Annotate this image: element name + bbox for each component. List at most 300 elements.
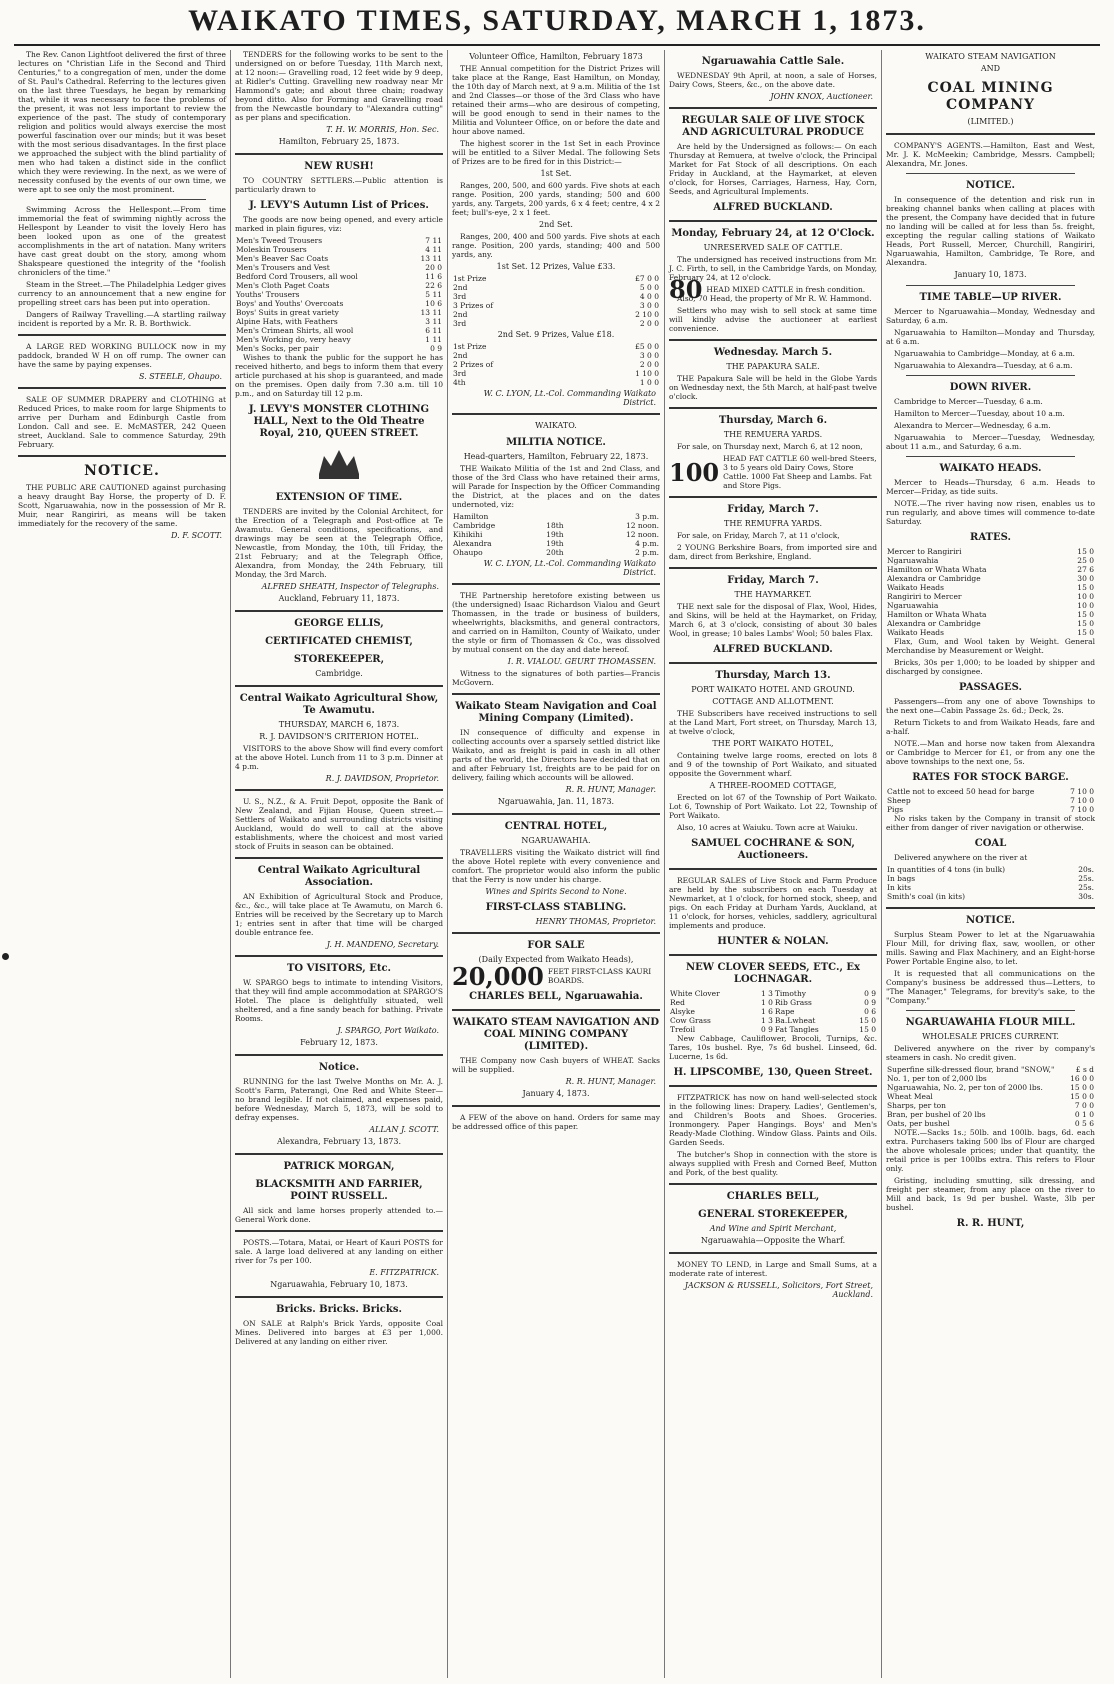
masthead — [0, 0, 1114, 44]
divider — [669, 954, 877, 956]
posts-signature: E. FITZPATRICK. — [369, 1268, 439, 1277]
divider — [452, 932, 660, 934]
notice-signature: D. F. SCOTT. — [171, 531, 222, 540]
coal-company-body: THE Company now Cash buyers of WHEAT. Sacks will be supplied. — [452, 1056, 660, 1074]
heads-body: Mercer to Heads—Thursday, 6 a.m. Heads to Mercer—Friday, as tide suits. — [886, 478, 1095, 496]
wednesday-heading: Wednesday. March 5. — [713, 347, 833, 358]
sacks-note: NOTE.—Sacks 1s.; 50lb. and 100lb. bags, 6d. each extra. Purchasers taking 500 lbs of Flour are charged the above wholesale prices; under that quantity, the retail price is per 100lbs extra. This refers to Flour only. — [886, 1128, 1095, 1173]
eighty-number: 80 — [669, 275, 703, 304]
table-cell: 1 10 0 — [635, 369, 659, 378]
table-cell: 4th — [453, 378, 466, 387]
divider — [669, 1252, 877, 1254]
table-cell: Sharps, per ton — [887, 1101, 947, 1110]
posts-ad: POSTS.—Totara, Matai, or Heart of Kauri POSTS for sale. A large load delivered at any landing on either river for 7s per 100. — [235, 1238, 443, 1265]
table-cell: Men's Beaver Sac Coats — [236, 254, 329, 263]
table-cell: In quantities of 4 tons (in bulk) — [887, 865, 1006, 874]
bell-subheading: GENERAL STOREKEEPER, — [698, 1209, 848, 1220]
table-cell: £5 0 0 — [635, 342, 659, 351]
divider — [235, 1054, 443, 1056]
table-row — [886, 592, 1095, 601]
steam-company-date: Ngaruawahia, Jan. 11, 1873. — [497, 797, 615, 806]
table-row — [886, 787, 1095, 796]
militia-subheading: Head-quarters, Hamilton, February 22, 1873. — [463, 452, 649, 461]
coal-company-signature: R. R. HUNT, Manager. — [565, 1077, 656, 1086]
table-cell: 1st Prize — [453, 342, 487, 351]
money-body: MONEY TO LEND, in Large and Small Sums, at a moderate rate of interest. — [669, 1260, 877, 1278]
table-row — [235, 317, 443, 326]
table-cell: 2 0 0 — [639, 319, 659, 328]
partnership-body: THE Partnership heretofore existing between us (the undersigned) Isaac Richardson Vialou and Geurt Thomassen, in the trade or business of builders, wheelwrights, blacksmiths, and general contractors, and carried on in Hamilton, County of Waikato, under the style or firm of Thomassen & Co., was dissolved by mutual consent on the day and date hereof. — [452, 591, 660, 654]
fitzpatrick-body: FITZPATRICK has now on hand well-selected stock in the following lines: Drapery. Ladies', Gentlemen's, and Children's Boots and Shoes. Groceries. Ironmongery. Paper Hangings. Boys' and Men's Ready-Made Clothing. Window Glass. Paints and Oils. Garden Seeds. — [669, 1093, 877, 1147]
divider — [235, 1296, 443, 1298]
table-row — [886, 1110, 1095, 1119]
divider — [669, 496, 877, 498]
forsale-number: 20,000 — [452, 961, 544, 991]
show-heading: Central Waikato Agricultural Show, Te Awamutu. — [239, 693, 439, 716]
table-cell: 2nd — [453, 351, 468, 360]
cattle-sale-heading: Ngaruawahia Cattle Sale. — [701, 56, 845, 67]
port-waikato-body: THE Subscribers have received instructions to sell at the Land Mart, Fort street, on Thursday, March 13, at twelve o'clock, — [669, 709, 877, 736]
table-cell: Men's Tweed Trousers — [236, 236, 323, 245]
clover-heading: NEW CLOVER SEEDS, ETC., Ex LOCHNAGAR. — [685, 962, 860, 985]
table-cell: 12 noon. — [625, 521, 659, 530]
table-cell: Rape — [774, 1007, 795, 1016]
militia-heading: MILITIA NOTICE. — [506, 437, 606, 448]
divider — [906, 1010, 1075, 1011]
remufra-heading: THE REMUFRA YARDS. — [724, 519, 822, 528]
divider — [669, 220, 877, 222]
table-cell: 3rd — [453, 292, 467, 301]
table-cell: 3rd — [453, 369, 467, 378]
table-cell: Alexandra or Cambridge — [887, 574, 981, 583]
tenders-ad: TENDERS for the following works to be sent to the undersigned on or before Tuesday, 11th March next, at 12 noon:— Gravelling road, 12 feet wide by 9 deep, at Ridler's Cutting. Gravelling new roadway near Mr Hammond's gate; and about three chain; roadway beyond ditto. Also for Forming and Gravelling road from the Newcastle boundary to "Alexandra cutting" as per plans and specification. — [235, 50, 443, 122]
table-cell: Timothy — [774, 989, 807, 998]
prizes2-table — [452, 342, 660, 387]
timetable-down — [886, 397, 1095, 451]
table-cell: Oats, per bushel — [887, 1119, 950, 1128]
table-cell: Wheat Meal — [887, 1092, 933, 1101]
bell-address: Ngaruawahia—Opposite the Wharf. — [700, 1236, 846, 1245]
return-note: Return Tickets to and from Waikato Heads, fare and a-half. — [886, 718, 1095, 736]
haymarket-body: THE next sale for the disposal of Flax, Wool, Hides, and Skins, will be held at the Haymarket, on Friday, March 6, at 3 o'clock, consisting of about 30 bales Wool, in grease; 10 bales Lambs' Wool; 50 bales Flax. — [669, 602, 877, 638]
prize-note: The highest scorer in the 1st Set in each Province will be entitled to a Silver Medal. The following Sets of Prizes are to be fired for in this District:— — [452, 139, 660, 166]
timetable-heading: TIME TABLE—UP RIVER. — [919, 292, 1062, 303]
levy-heading: J. LEVY'S Autumn List of Prices. — [249, 200, 429, 211]
thursday13-heading: Thursday, March 13. — [715, 670, 831, 681]
gristing-note: Gristing, including smutting, silk dressing, and freight per steamer, from any place on the river to Mill and back, 1s 9d per bushel. Waste, 3lb per bushel. — [886, 1176, 1095, 1212]
divider — [235, 610, 443, 612]
chemist-title: CERTIFICATED CHEMIST, — [265, 636, 413, 647]
blacksmith-title: BLACKSMITH AND FARRIER, POINT RUSSELL. — [255, 1179, 423, 1202]
table-row — [669, 1007, 877, 1016]
table-row — [452, 292, 660, 301]
table-row — [452, 539, 660, 548]
table-cell: 1 0 0 — [639, 378, 659, 387]
bricks-heading: Bricks. Bricks. Bricks. — [276, 1304, 402, 1315]
ellis-name: GEORGE ELLIS, — [294, 618, 384, 629]
regular-sale-body: Are held by the Undersigned as follows:— On each Thursday at Remuera, at twelve o'clock, the Principal Market for Fat Stock of all descriptions. On each Friday in Auckland, at the Haymarket, at eleven o'clock, for Horses, Carriages, Harness, Hay, Corn, Seeds, and Agricultural Implements. — [669, 142, 877, 196]
table-cell: 10 6 — [425, 299, 442, 308]
divider — [669, 107, 877, 109]
margin-mark — [2, 953, 9, 960]
bricks-note: Bricks, 30s per 1,000; to be loaded by shipper and discharged by consignee. — [886, 658, 1095, 676]
divider — [452, 1009, 660, 1011]
forsale-item: FEET FIRST-CLASS KAURI BOARDS. — [547, 967, 652, 985]
table-row — [235, 335, 443, 344]
table-cell: 20s. — [1078, 865, 1094, 874]
militia-signature: W. C. LYON, Lt.-Col. Commanding Waikato District. — [483, 559, 656, 577]
cattle-sale-body: WEDNESDAY 9th April, at noon, a sale of Horses, Dairy Cows, Steers, &c., on the above date. — [669, 71, 877, 89]
levy-price-list — [235, 236, 443, 353]
divider — [235, 955, 443, 957]
hotel-wines: Wines and Spirits Second to None. — [485, 887, 627, 896]
set2-body: Ranges, 200, 400 and 500 yards. Five shots at each range. Position, 200 yards, standing; 400 and 500 yards, any. — [452, 232, 660, 259]
table-cell: 19th — [546, 539, 564, 548]
table-cell: Ohaupo — [453, 548, 483, 557]
unreserved-heading: UNRESERVED SALE OF CATTLE. — [703, 243, 843, 252]
and-label: AND — [980, 64, 1001, 73]
table-row — [886, 1101, 1095, 1110]
table-cell: 0 9 — [864, 998, 876, 1007]
hunt-name: R. R. HUNT, — [956, 1218, 1025, 1229]
thursday-heading: Thursday, March 6. — [718, 415, 828, 426]
table-cell: Hamilton or Whata Whata — [887, 565, 987, 574]
table-row — [452, 521, 660, 530]
table-cell: 25 0 — [1077, 556, 1094, 565]
divider — [886, 907, 1095, 909]
clover-footer: New Cabbage, Cauliflower, Brocoli, Turnips, &c. Tares, 10s bushel. Rye, 7s 6d bushel. Linseed, 6d. Lucerne, 1s 6d. — [669, 1034, 877, 1061]
coal-mining-heading: COAL MINING COMPANY — [927, 80, 1054, 113]
set1-heading: 1st Set. — [540, 169, 572, 178]
rates-table — [886, 547, 1095, 637]
steam-company-heading: Waikato Steam Navigation and Coal Mining Company (Limited). — [455, 701, 657, 724]
table-row — [669, 998, 877, 1007]
table-row — [452, 274, 660, 283]
table-cell: 13 11 — [420, 308, 442, 317]
table-cell: 15 0 0 — [1070, 1092, 1094, 1101]
list-item: Cambridge to Mercer—Tuesday, 6 a.m. — [894, 397, 1043, 406]
set2-heading: 2nd Set. — [539, 220, 573, 229]
remuera-heading: THE REMUERA YARDS. — [723, 430, 823, 439]
papakura-body: THE Papakura Sale will be held in the Globe Yards on Wednesday next, the 5th March, at half-past twelve o'clock. — [669, 374, 877, 401]
swimming-article: Swimming Across the Hellespont.—From time immemorial the feat of swimming nightly across the Hellespont by Leander to visit the lovely Hero has been looked upon as one of the greatest accomplishments in the art of natation. Many writers have cast great doubt on the story, among whom Shakspeare questioned the integrity of the "foolish chroniclers of the time." — [18, 205, 226, 277]
table-cell: Boys' Suits in great variety — [236, 308, 339, 317]
hotel-heading: CENTRAL HOTEL, — [504, 821, 608, 832]
port-waikato-heading: PORT WAIKATO HOTEL AND GROUND. — [691, 685, 855, 694]
divider — [452, 693, 660, 695]
divider — [906, 285, 1075, 286]
table-row — [886, 628, 1095, 637]
butcher-body: The butcher's Shop in connection with the store is always supplied with Fresh and Corned Beef, Mutton and Pork, of the best quality. — [669, 1150, 877, 1177]
coal-table — [886, 865, 1095, 901]
table-cell: Men's Trousers and Vest — [236, 263, 330, 272]
table-cell: Pigs — [887, 805, 904, 814]
lecture-article: The Rev. Canon Lightfoot delivered the first of three lectures on "Christian Life in the Second and Third Centuries," to a congregation of men, under the dome of St. Paul's Cathedral. Referring to the lectures given on the last three Tuesdays, he began by remarking that, while it was necessary to face the problems of the present, it was not less important to review the experience of the past. The study of contemporary religion and politics would always exercise the most powerful fascination over our minds; but it was beset with the most serious disadvantages. In the first place we approached the subject with the blind partiality of men who had taken a distinct side in the conflict which they were reviewing. In the next, as we were of necessity confused by the events of our own time, we were apt to see only the most prominent. — [18, 50, 226, 194]
table-cell: 3 0 0 — [639, 301, 659, 310]
monday-heading: Monday, February 24, at 12 O'Clock. — [671, 228, 875, 239]
extension-body: TENDERS are invited by the Colonial Architect, for the Erection of a Telegraph and Post-office at Te Awamutu. General conditions, specifications, and drawings may be seen at the Telegraph Office, Newcastle, from Monday, the 10th, till Friday, the 21st February; and at the Telegraph Office, Alexandra, from Monday, the 24th February, till Monday, the 3rd March. — [235, 507, 443, 579]
bricks-body: ON SALE at Ralph's Brick Yards, opposite Coal Mines. Delivered into barges at £3 per 1,000. Delivered at any landing on either river. — [235, 1319, 443, 1346]
list-item: Ngaruawahia to Mercer—Tuesday, Wednesday, about 11 a.m., and Saturday, 6 a.m. — [886, 433, 1095, 451]
company-notice-date: January 10, 1873. — [954, 270, 1027, 279]
table-cell: Waikato Heads — [887, 583, 944, 592]
divider — [452, 813, 660, 815]
table-cell: 6 11 — [425, 326, 442, 335]
table-cell: Ngaruawahia — [887, 601, 939, 610]
friday2-heading: Friday, March 7. — [727, 575, 819, 586]
table-cell: Cambridge — [453, 521, 496, 530]
stabling-signature: HENRY THOMAS, Proprietor. — [535, 917, 656, 926]
table-row — [452, 530, 660, 539]
regular-sale-heading: REGULAR SALE OF LIVE STOCK AND AGRICULTURAL PRODUCE — [681, 115, 865, 138]
visitors-heading: TO VISITORS, Etc. — [286, 963, 392, 974]
table-cell: 22 6 — [425, 281, 442, 290]
table-row — [452, 378, 660, 387]
table-cell: Alsyke — [670, 1007, 695, 1016]
divider — [38, 199, 206, 200]
steam-power-body: Surplus Steam Power to let at the Ngaruawahia Flour Mill, for driving flax, saw, woollen, or other mills. Sawing and Flax Machinery, and an Eight-horse Power Portable Engine also, to let. — [886, 930, 1095, 966]
masthead-title: WAIKATO TIMES, SATURDAY, MARCH 1, 1873. — [188, 4, 926, 37]
association-body: AN Exhibition of Agricultural Stock and Produce, &c., &c., will take place at Te Awamutu, on March 6. Entries will be received by the Secretary up to March 1; entries sent in after that time will be charged double entrance fee. — [235, 892, 443, 937]
table-cell: Men's Working do, very heavy — [236, 335, 351, 344]
levy-sign: J. LEVY'S MONSTER CLOTHING HALL, Next to the Old Theatre Royal, 210, QUEEN STREET. — [248, 404, 430, 439]
table-row — [886, 883, 1095, 892]
table-cell: 1 11 — [425, 335, 442, 344]
levy-intro: TO COUNTRY SETTLERS.—Public attention is particularly drawn to — [235, 176, 443, 194]
table-cell: 7 11 — [425, 236, 442, 245]
company-notice-body: In consequence of the detention and risk run in breaking channel banks when calling at places with the present, the Company have decided that in future no landing will be called at for less than 5s. freight, excepting the regular calling stations of Waikato Heads, Port Russell, Mercer, Churchill, Rangiriri, Ngaruawahia, Hamilton, Cambridge, Te Rore, and Alexandra. — [886, 195, 1095, 267]
divider — [18, 334, 226, 336]
table-cell: 15 0 — [859, 1016, 876, 1025]
divider — [906, 456, 1075, 457]
table-cell: 2 0 0 — [639, 360, 659, 369]
divider — [235, 1153, 443, 1155]
forsale-subheading: (Daily Expected from Waikato Heads), — [478, 955, 634, 964]
lipscombe-name: H. LIPSCOMBE, 130, Queen Street. — [673, 1067, 873, 1078]
table-row — [886, 619, 1095, 628]
association-heading: Central Waikato Agricultural Association. — [257, 865, 421, 888]
extension-date: Auckland, February 11, 1873. — [278, 594, 400, 603]
table-row — [452, 319, 660, 328]
table-row — [235, 245, 443, 254]
table-row — [235, 272, 443, 281]
partnership-signature: I. R. VIALOU. GEURT THOMASSEN. — [507, 657, 656, 666]
table-row — [669, 1025, 877, 1034]
table-cell: Cattle not to exceed 50 head for barge — [887, 787, 1035, 796]
table-row — [452, 342, 660, 351]
table-row — [886, 874, 1095, 883]
steer-notice-signature: ALLAN J. SCOTT. — [369, 1125, 439, 1134]
bell-name: CHARLES BELL, Ngaruawahia. — [469, 991, 643, 1002]
column-1 — [14, 50, 231, 1678]
table-cell: Bran, per bushel of 20 lbs — [887, 1110, 986, 1119]
table-cell: 3 Prizes of — [453, 301, 494, 310]
storekeeper-title: STOREKEEPER, — [293, 654, 385, 665]
table-row — [669, 1016, 877, 1025]
table-cell: 0 9 — [864, 989, 876, 998]
show-signature: R. J. DAVIDSON, Proprietor. — [325, 774, 439, 783]
divider — [669, 407, 877, 409]
ellis-location: Cambridge. — [315, 669, 363, 678]
table-cell: 0 1 0 — [1074, 1110, 1094, 1119]
cheese-ad: A FEW of the above on hand. Orders for same may be addressed office of this paper. — [452, 1113, 660, 1131]
also-hammond: Also, 70 Head, the property of Mr R. W. Hammond. — [677, 294, 872, 303]
cochrane-name: SAMUEL COCHRANE & SON, Auctioneers. — [691, 838, 855, 861]
table-cell: 3 0 0 — [639, 351, 659, 360]
table-row — [886, 865, 1095, 874]
berkshire-body: 2 YOUNG Berkshire Boars, from imported sire and dam, direct from Berkshire, England. — [669, 543, 877, 561]
stock-table — [886, 787, 1095, 814]
hundred-number: 100 — [669, 457, 720, 487]
timetable-up — [886, 307, 1095, 370]
list-item: Ngaruawahia to Cambridge—Monday, at 6 a.m. — [894, 349, 1075, 358]
table-cell: 5 11 — [425, 290, 442, 299]
knox-signature: JOHN KNOX, Auctioneer. — [770, 92, 873, 101]
tenders-date: Hamilton, February 25, 1873. — [278, 137, 400, 146]
table-cell: Rib Grass — [774, 998, 812, 1007]
table-cell: 0 9 — [760, 1025, 773, 1034]
clover-table — [669, 989, 877, 1034]
wsn-heading: WAIKATO STEAM NAVIGATION — [925, 52, 1056, 61]
table-cell: 3rd — [453, 319, 467, 328]
limited-label: (LIMITED.) — [967, 117, 1014, 126]
company-notice-heading: NOTICE. — [965, 180, 1016, 191]
table-cell: Alexandra — [453, 539, 492, 548]
show-body: VISITORS to the above Show will find every comfort at the above Hotel. Lunch from 11 to 3 p.m. Dinner at 4 p.m. — [235, 744, 443, 771]
posts-date: Ngaruawahia, February 10, 1873. — [270, 1280, 408, 1289]
table-cell: Moleskin Trousers — [236, 245, 307, 254]
table-row — [235, 236, 443, 245]
list-item: Ngaruawahia to Alexandra—Tuesday, at 6 a.m. — [894, 361, 1073, 370]
rates-heading: RATES. — [970, 532, 1011, 543]
table-cell: White Clover — [670, 989, 720, 998]
table-row — [886, 1119, 1095, 1128]
flour-mill-heading: NGARUAWAHIA FLOUR MILL. — [905, 1017, 1076, 1028]
table-row — [235, 281, 443, 290]
table-row — [235, 308, 443, 317]
table-cell: Ngaruawahia — [887, 556, 939, 565]
unreserved-body: The undersigned has received instructions from Mr. J. C. Firth, to sell, in the Cambridge Yards, on Monday, February 24, at 12 o'clock. — [669, 255, 877, 282]
river-note: NOTE.—The river having now risen, enables us to run regularly, and above times will commence to-date Saturday. — [886, 499, 1095, 526]
communications-note: It is requested that all communications on the Company's business be addressed thus—Letters, to "The Manager," Telegrams, for brevity's sake, to the "Company." — [886, 969, 1095, 1005]
coal-company-heading: WAIKATO STEAM NAVIGATION AND COAL MINING COMPANY (LIMITED). — [452, 1017, 660, 1052]
table-cell: 20th — [546, 548, 564, 557]
table-row — [235, 299, 443, 308]
table-cell: 2nd — [453, 310, 468, 319]
parades-table — [452, 512, 660, 557]
list-item: Mercer to Ngaruawahia—Monday, Wednesday and Saturday, 6 a.m. — [886, 307, 1095, 325]
hunter-body: REGULAR SALES of Live Stock and Farm Produce are held by the subscribers on each Tuesday at Newmarket, at 1 o'clock, for horned stock, sheep, and pigs. On each Friday at Durham Yards, Auckland, at 11 o'clock, for horses, vehicles, saddlery, agricultural implements and produce. — [669, 876, 877, 930]
bullock-signature: S. STEELE, Ohaupo. — [139, 372, 222, 381]
show-date: THURSDAY, MARCH 6, 1873. — [278, 720, 400, 729]
extension-signature: ALFRED SHEATH, Inspector of Telegraphs. — [261, 582, 439, 591]
table-cell: Youths' Trousers — [236, 290, 300, 299]
risks-note: No risks taken by the Company in transit of stock either from danger of river navigation or otherwise. — [886, 814, 1095, 832]
table-cell: 15 0 — [859, 1025, 876, 1034]
table-cell: Smith's coal (in kits) — [887, 892, 966, 901]
table-cell: 1 3 — [760, 989, 773, 998]
table-cell: 3 p.m. — [635, 512, 659, 521]
column-4 — [665, 50, 882, 1678]
table-cell: 2nd — [453, 283, 468, 292]
divider — [452, 413, 660, 415]
table-row — [886, 1083, 1095, 1092]
table-row — [886, 805, 1095, 814]
table-row — [452, 360, 660, 369]
militia-body: THE Waikato Militia of the 1st and 2nd Class, and those of the 3rd Class who have retained their arms, will Parade for Inspection by the Officer Commanding the District, at the places and on the dates undernoted, viz: — [452, 464, 660, 509]
table-cell: Alpine Hats, with Feathers — [236, 317, 338, 326]
table-row — [886, 1065, 1095, 1074]
divider — [669, 1085, 877, 1087]
table-cell: Ngaruawahia, No. 2, per ton of 2000 lbs. — [887, 1083, 1043, 1092]
table-cell: Rangiriri to Mercer — [887, 592, 962, 601]
blacksmith-body: All sick and lame horses properly attended to.—General Work done. — [235, 1206, 443, 1224]
table-row — [235, 326, 443, 335]
table-cell: 15 0 — [1077, 628, 1094, 637]
prices-table — [886, 1065, 1095, 1128]
fruit-depot-ad: U. S., N.Z., & A. Fruit Depot, opposite the Bank of New Zealand, and Fijian House, Queen street.—Settlers of Waikato and surrounding districts visiting Auckland, would do well to call at the above establishments, where the choicest and most varied stock of Fruits in season can be obtained. — [235, 797, 443, 851]
table-cell: Red — [670, 998, 685, 1007]
visitors-body: W. SPARGO begs to intimate to intending Visitors, that they will find ample accommodation at SPARGO'S Hotel. The place is delightfully situated, well sheltered, and a fine sandy beach for bathing. Private Rooms. — [235, 978, 443, 1023]
table-cell: 5 0 0 — [639, 283, 659, 292]
table-cell: 0 5 6 — [1074, 1119, 1094, 1128]
table-cell: 7 10 0 — [1070, 787, 1094, 796]
table-row — [452, 310, 660, 319]
table-cell: 2 10 0 — [635, 310, 659, 319]
table-cell: 12 noon. — [625, 530, 659, 539]
table-cell: 15 0 — [1077, 583, 1094, 592]
remufra-body: For sale, on Friday, March 7, at 11 o'clock, — [677, 531, 840, 540]
table-row — [886, 601, 1095, 610]
forsale-heading: FOR SALE — [527, 940, 585, 951]
table-cell: 15 0 — [1077, 619, 1094, 628]
rush-heading: NEW RUSH! — [304, 161, 374, 172]
table-cell: In bags — [887, 874, 916, 883]
cottage-title: A THREE-ROOMED COTTAGE, — [709, 781, 837, 790]
port-waikato-desc: Containing twelve large rooms, erected on lots 8 and 9 of the township of Port Waikato, and situated opposite the Government wharf. — [669, 751, 877, 778]
list-item: Alexandra to Mercer—Wednesday, 6 a.m. — [894, 421, 1051, 430]
table-cell: 3 11 — [425, 317, 442, 326]
table-row — [886, 556, 1095, 565]
table-cell: 10 0 — [1077, 592, 1094, 601]
divider — [906, 375, 1075, 376]
table-row — [452, 548, 660, 557]
table-cell: In kits — [887, 883, 911, 892]
steer-notice-body: RUNNING for the last Twelve Months on Mr. A. J. Scott's Farm, Paterangi, One Red and White Steer—no brand legible. If not claimed, and expenses paid, before Wednesday, March 5, 1873, will be sold to defray expenses. — [235, 1077, 443, 1122]
table-cell: 25s. — [1078, 883, 1094, 892]
table-cell: 30s. — [1078, 892, 1094, 901]
acres-body: Also, 10 acres at Waiuku. Town acre at Waiuku. — [677, 823, 858, 832]
bell-subheading-2: And Wine and Spirit Merchant, — [709, 1224, 837, 1233]
muster-subheading: Volunteer Office, Hamilton, February 1873 — [469, 52, 643, 61]
table-cell: 2 Prizes of — [453, 360, 494, 369]
divider — [235, 857, 443, 859]
table-cell: 7 0 0 — [1074, 1101, 1094, 1110]
muster-signature: W. C. LYON, Lt.-Col. Commanding Waikato District. — [483, 389, 656, 407]
table-cell: Men's Socks, per pair — [236, 344, 319, 353]
table-cell: 2 p.m. — [635, 548, 659, 557]
horses-note: NOTE.—Man and horse now taken from Alexandra or Cambridge to Mercer for £1, or from any one the above townships to the next one, 5s. — [886, 739, 1095, 766]
extension-heading: EXTENSION OF TIME. — [275, 492, 403, 503]
divider — [235, 789, 443, 791]
hotel-body: TRAVELLERS visiting the Waikato district will find the above Hotel replete with every convenience and comfort. The proprietor would also inform the public that the Ferry is now under his charge. — [452, 848, 660, 884]
table-row — [886, 1092, 1095, 1101]
column-3 — [448, 50, 665, 1678]
table-cell: 30 0 — [1077, 574, 1094, 583]
table-cell: 1 0 — [760, 998, 773, 1007]
steer-notice-date: Alexandra, February 13, 1873. — [276, 1137, 402, 1146]
table-cell: 27 6 — [1077, 565, 1094, 574]
